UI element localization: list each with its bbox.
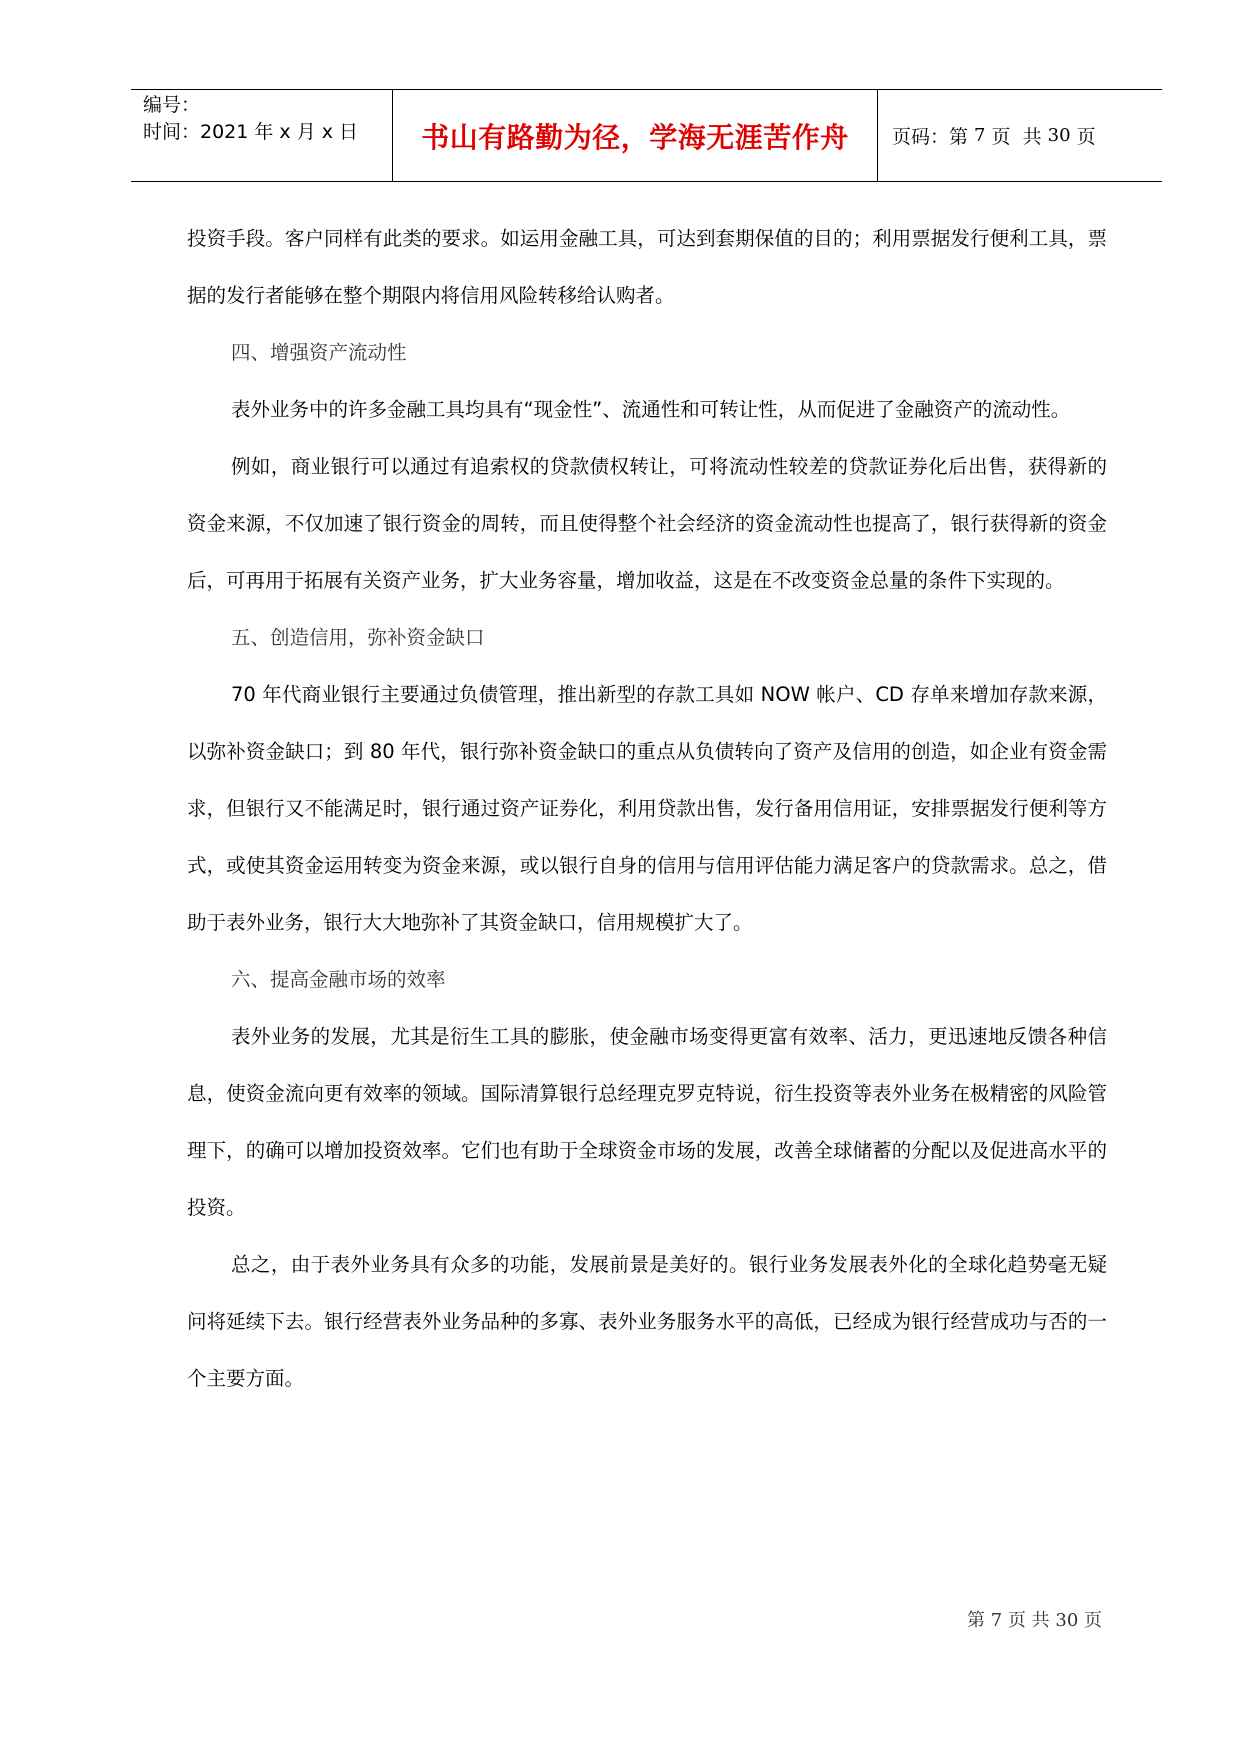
paragraph: 例如，商业银行可以通过有追索权的贷款债权转让，可将流动性较差的贷款证券化后出售，获得新的资金来源，不仅加速了银行资金的周转，而且使得整个社会经济的资金流动性也提高了，银行获得新的资金后，可再用于拓展有关资产业务，扩大业务容量，增加收益，这是在不改变资金总量的条件下实现的。 (187, 455, 1107, 592)
page-current: 7 (974, 125, 986, 146)
paragraph: 70 年代商业银行主要通过负债管理，推出新型的存款工具如 NOW 帐户、CD 存单来增加存款来源，以弥补资金缺口；到 80 年代，银行弥补资金缺口的重点从负债转向了资产及信用的创造，如企业有资金需求，但银行又不能满足时，银行通过资产证券化，利用贷款出售，发行备用信用证，安排票据发行便利等方式，或使其资金运用转变为资金来源，或以银行自身的信用与信用评估能力满足客户的贷款需求。总之，借助于表外业务，银行大大地弥补了其资金缺口，信用规模扩大了。 (187, 683, 1107, 934)
page-middle: 页 共 (985, 126, 1048, 148)
document-number-label: 编号： (143, 94, 201, 116)
header-motto: 书山有路勤为径，学海无涯苦作舟 (421, 120, 849, 154)
paragraph: 投资手段。客户同样有此类的要求。如运用金融工具，可达到套期保值的目的；利用票据发行便利工具，票据的发行者能够在整个期限内将信用风险转移给认购者。 (187, 227, 1107, 307)
header-page-number (878, 90, 1162, 181)
paragraph: 表外业务中的许多金融工具均具有“现金性”、流通性和可转让性，从而促进了金融资产的流动性。 (231, 398, 1071, 421)
page-suffix: 页 (1070, 126, 1096, 148)
document-body (187, 210, 1107, 1407)
section-heading: 四、增强资产流动性 (231, 341, 407, 364)
section-heading: 六、提高金融市场的效率 (231, 968, 446, 991)
page-prefix: 页码：第 (892, 126, 975, 148)
page-total: 30 (1047, 125, 1071, 146)
header-meta (143, 92, 393, 146)
page-header (131, 89, 1162, 182)
document-date: 时间：2021 年 x 月 x 日 (143, 121, 359, 143)
paragraph: 总之，由于表外业务具有众多的功能，发展前景是美好的。银行业务发展表外化的全球化趋势毫无疑问将延续下去。银行经营表外业务品种的多寡、表外业务服务水平的高低，已经成为银行经营成功与否的一个主要方面。 (187, 1253, 1107, 1390)
section-heading: 五、创造信用，弥补资金缺口 (231, 626, 485, 649)
paragraph: 表外业务的发展，尤其是衍生工具的膨胀，使金融市场变得更富有效率、活力，更迅速地反馈各种信息，使资金流向更有效率的领域。国际清算银行总经理克罗克特说，衍生投资等表外业务在极精密的风险管理下，的确可以增加投资效率。它们也有助于全球资金市场的发展，改善全球储蓄的分配以及促进高水平的投资。 (187, 1025, 1107, 1219)
page-footer: 第 7 页 共 30 页 (967, 1610, 1102, 1631)
